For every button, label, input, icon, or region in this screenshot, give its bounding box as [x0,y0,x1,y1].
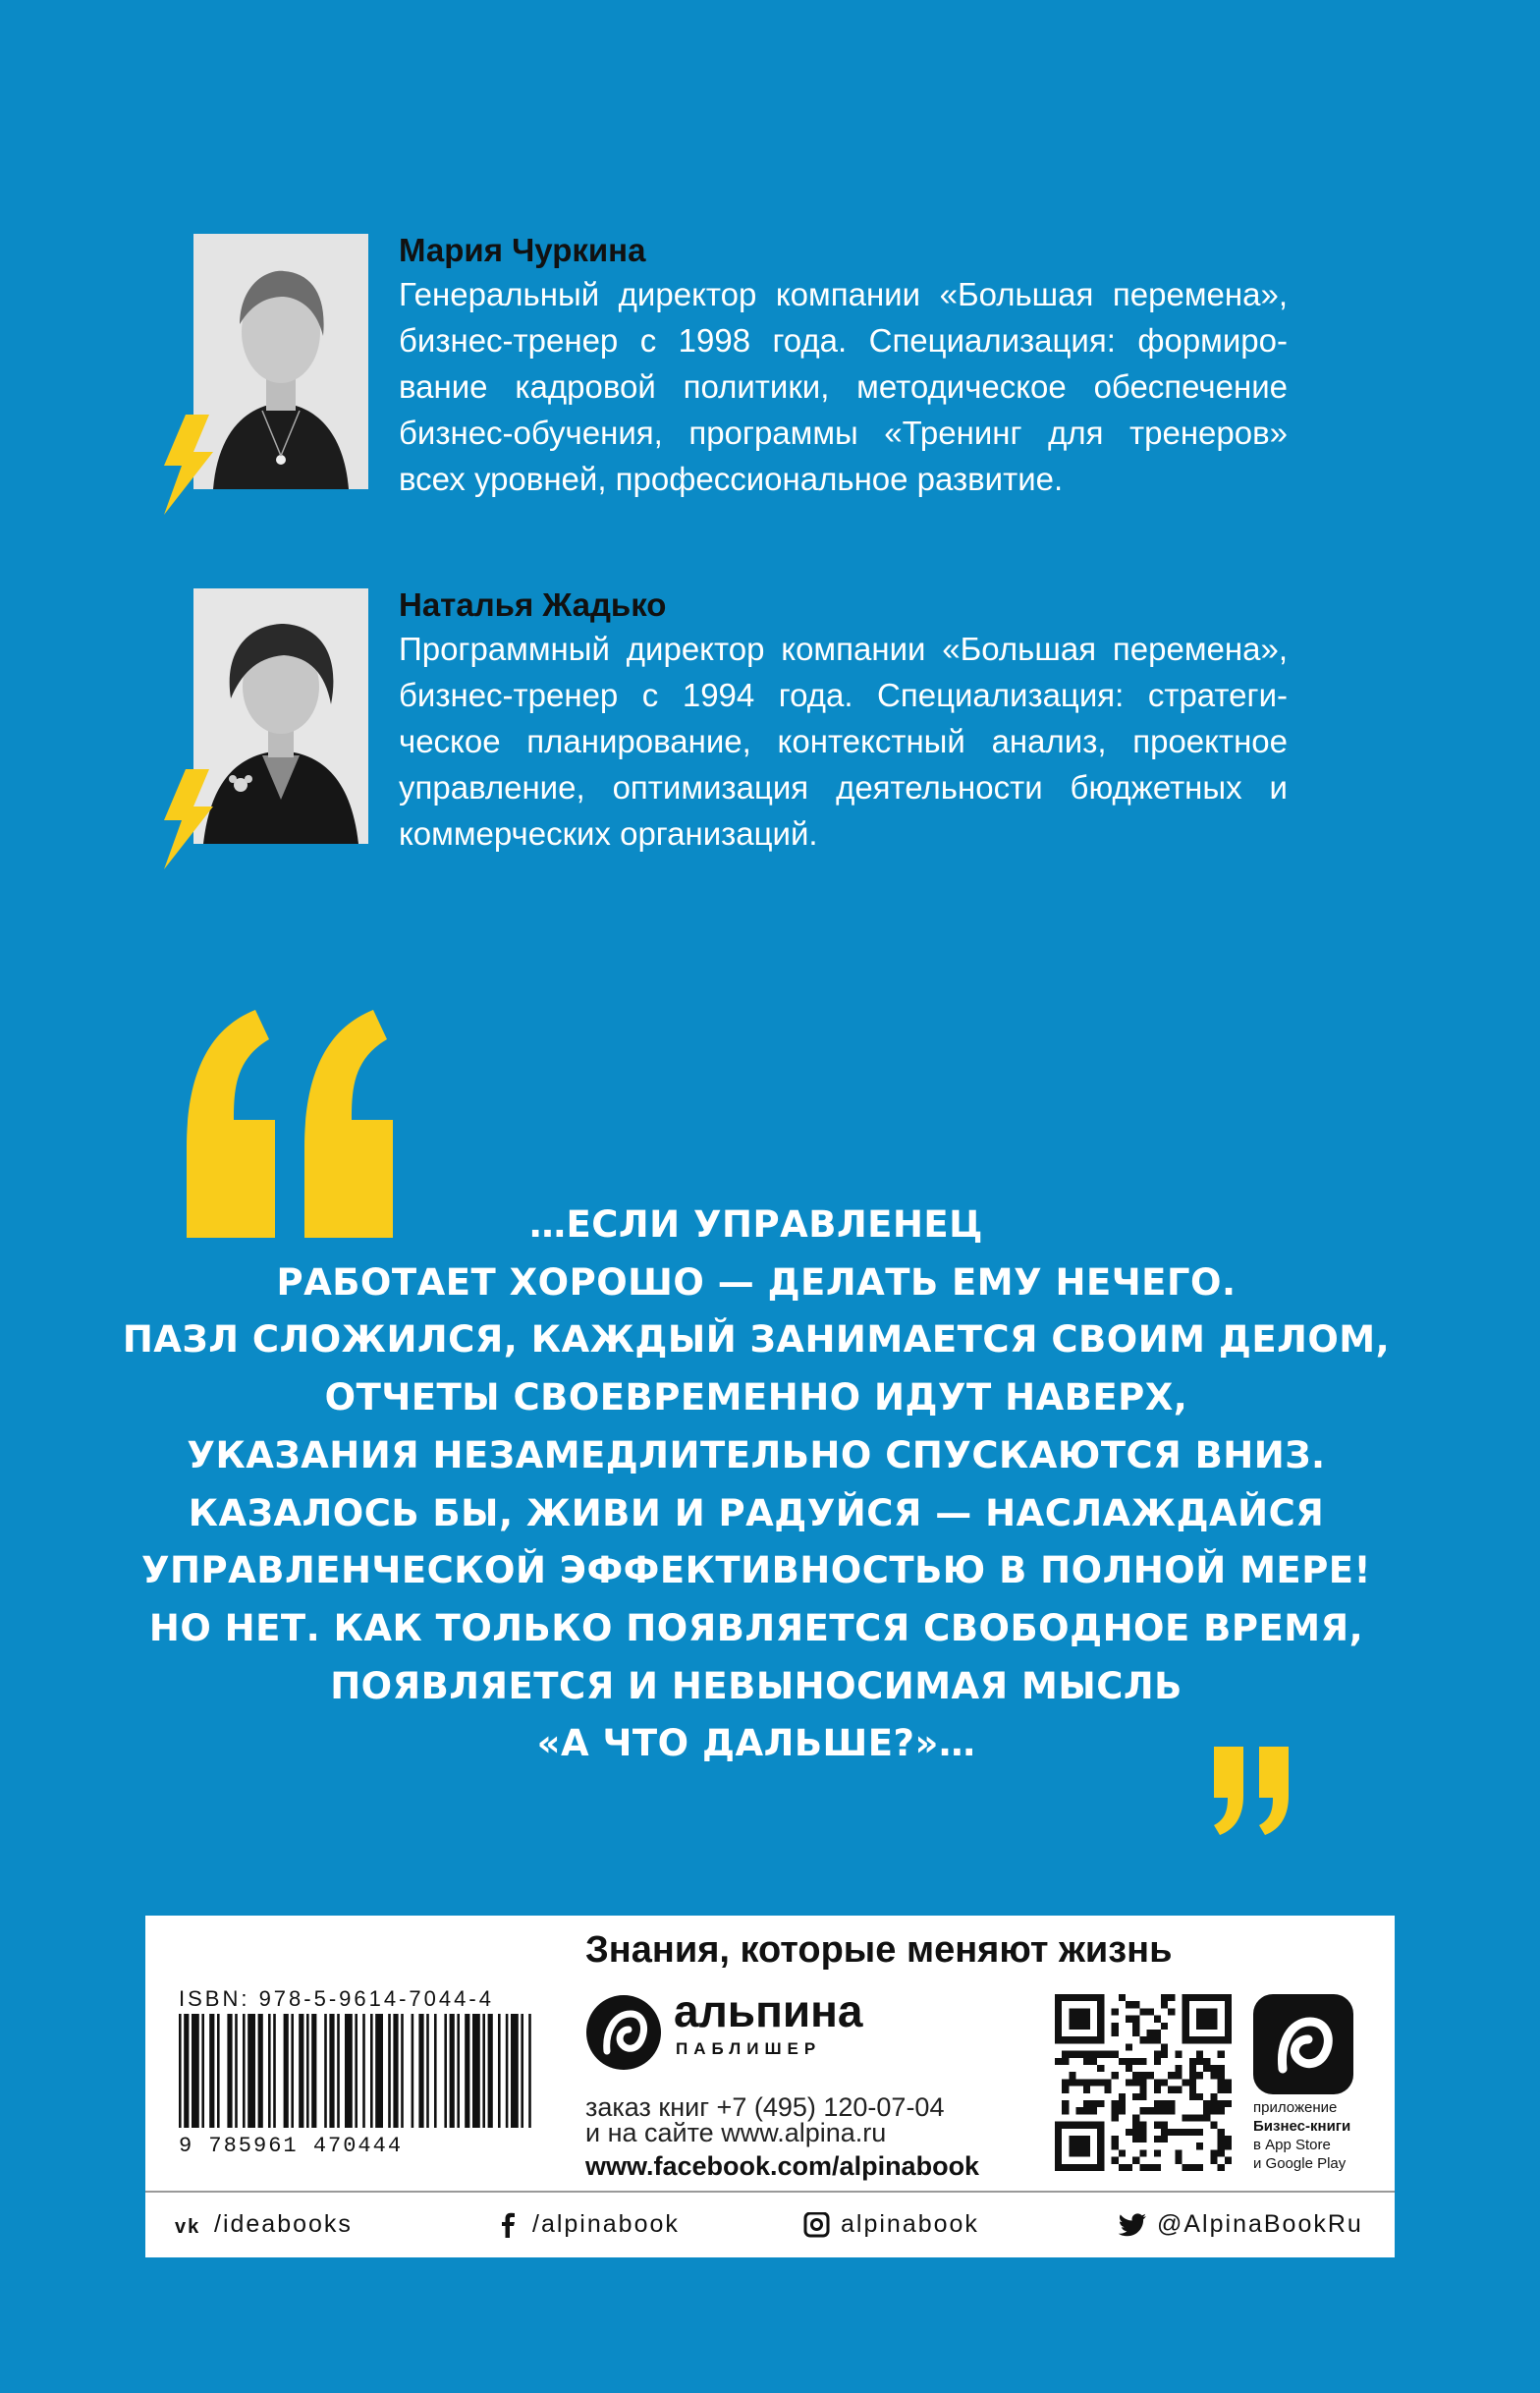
publisher-panel [145,1916,1395,2257]
quote-line: КАЗАЛОСЬ БЫ, ЖИВИ И РАДУЙСЯ — НАСЛАЖДАЙСЯ [188,1491,1325,1534]
lightning-bolt-icon [160,415,215,515]
social-label: /ideabooks [214,2210,353,2238]
social-label: /alpinabook [532,2210,680,2238]
barcode-digits: 9 785961 470444 [179,2134,404,2158]
app-icon [1253,1994,1353,2094]
vk-icon [175,2212,204,2238]
app-caption-line: в App Store [1253,2137,1331,2153]
author-bio: Программный директор компании «Большая перемена», бизнес-тренер с 1994 года. Специализация: стратеги-ческое планирование, контекстный анализ, проектное управление, оптимизация деятельности бюджетных и коммерческих организаций. [399,631,1288,852]
logo-sub: ПАБЛИШЕР [676,2039,822,2058]
quote-line: НО НЕТ. КАК ТОЛЬКО ПОЯВЛЯЕТСЯ СВОБОДНОЕ ВРЕМЯ, [148,1606,1364,1649]
tagline: Знания, которые меняют жизнь [585,1929,1173,1971]
logo-name: альпина [674,1985,863,2036]
author-bio: Генеральный директор компании «Большая перемена», бизнес-тренер с 1998 года. Специализация: формиро-вание кадровой политики, методическое обеспечение бизнес-обучения, программы «Тренинг для тренеров» всех уровней, профессиональное развитие. [399,276,1288,497]
divider [145,2191,1395,2193]
isbn-text: ISBN: 978-5-9614-7044-4 [179,1986,494,2011]
alpina-logo-icon [585,1994,662,2071]
author-block-2 [0,586,1540,881]
quote-line: ПОЯВЛЯЕТСЯ И НЕВЫНОСИМАЯ МЫСЛЬ [330,1664,1182,1707]
quote-line: «А ЧТО ДАЛЬШЕ?»… [536,1722,976,1765]
quote-line: ОТЧЕТЫ СВОЕВРЕМЕННО ИДУТ НАВЕРХ, [324,1376,1188,1419]
app-caption-line: и Google Play [1253,2155,1347,2172]
facebook-icon [493,2212,522,2238]
lightning-bolt-icon [160,769,215,869]
author-name: Мария Чуркина [399,232,646,268]
quote-line: РАБОТАЕТ ХОРОШО — ДЕЛАТЬ ЕМУ НЕЧЕГО. [276,1260,1237,1304]
quote-line: УКАЗАНИЯ НЕЗАМЕДЛИТЕЛЬНО СПУСКАЮТСЯ ВНИЗ. [187,1433,1326,1476]
barcode [179,2014,536,2128]
facebook-link[interactable]: www.facebook.com/alpinabook [585,2151,980,2181]
author-block-1 [0,232,1540,527]
twitter-icon [1118,2212,1147,2238]
app-caption-line: Бизнес-книги [1253,2118,1351,2135]
svg-text:vk: vk [175,2215,201,2238]
social-label: alpinabook [841,2210,979,2238]
order-site: и на сайте www.alpina.ru [585,2118,887,2147]
quote-line: ПАЗЛ СЛОЖИЛСЯ, КАЖДЫЙ ЗАНИМАЕТСЯ СВОИМ ДЕЛОМ, [122,1318,1391,1362]
order-phone: заказ книг +7 (495) 120-07-04 [585,2092,945,2122]
social-twitter[interactable] [1118,2210,1363,2239]
quote-line: УПРАВЛЕНЧЕСКОЙ ЭФФЕКТИВНОСТЬЮ В ПОЛНОЙ МЕРЕ! [141,1549,1371,1592]
author-name: Наталья Жадько [399,586,667,623]
app-caption-line: приложение [1253,2099,1338,2116]
qr-code [1055,1994,1232,2171]
social-facebook[interactable] [493,2210,680,2239]
quote-line: …ЕСЛИ УПРАВЛЕНЕЦ [528,1203,984,1246]
author-photo [193,588,368,844]
author-photo [193,234,368,489]
instagram-icon [801,2212,831,2238]
social-label: @AlpinaBookRu [1157,2210,1363,2238]
quote-text [118,1196,1395,1773]
social-instagram[interactable] [801,2210,979,2239]
close-quote-icon [1214,1747,1292,1835]
social-vk[interactable] [175,2210,353,2239]
app-caption [1253,2098,1381,2173]
